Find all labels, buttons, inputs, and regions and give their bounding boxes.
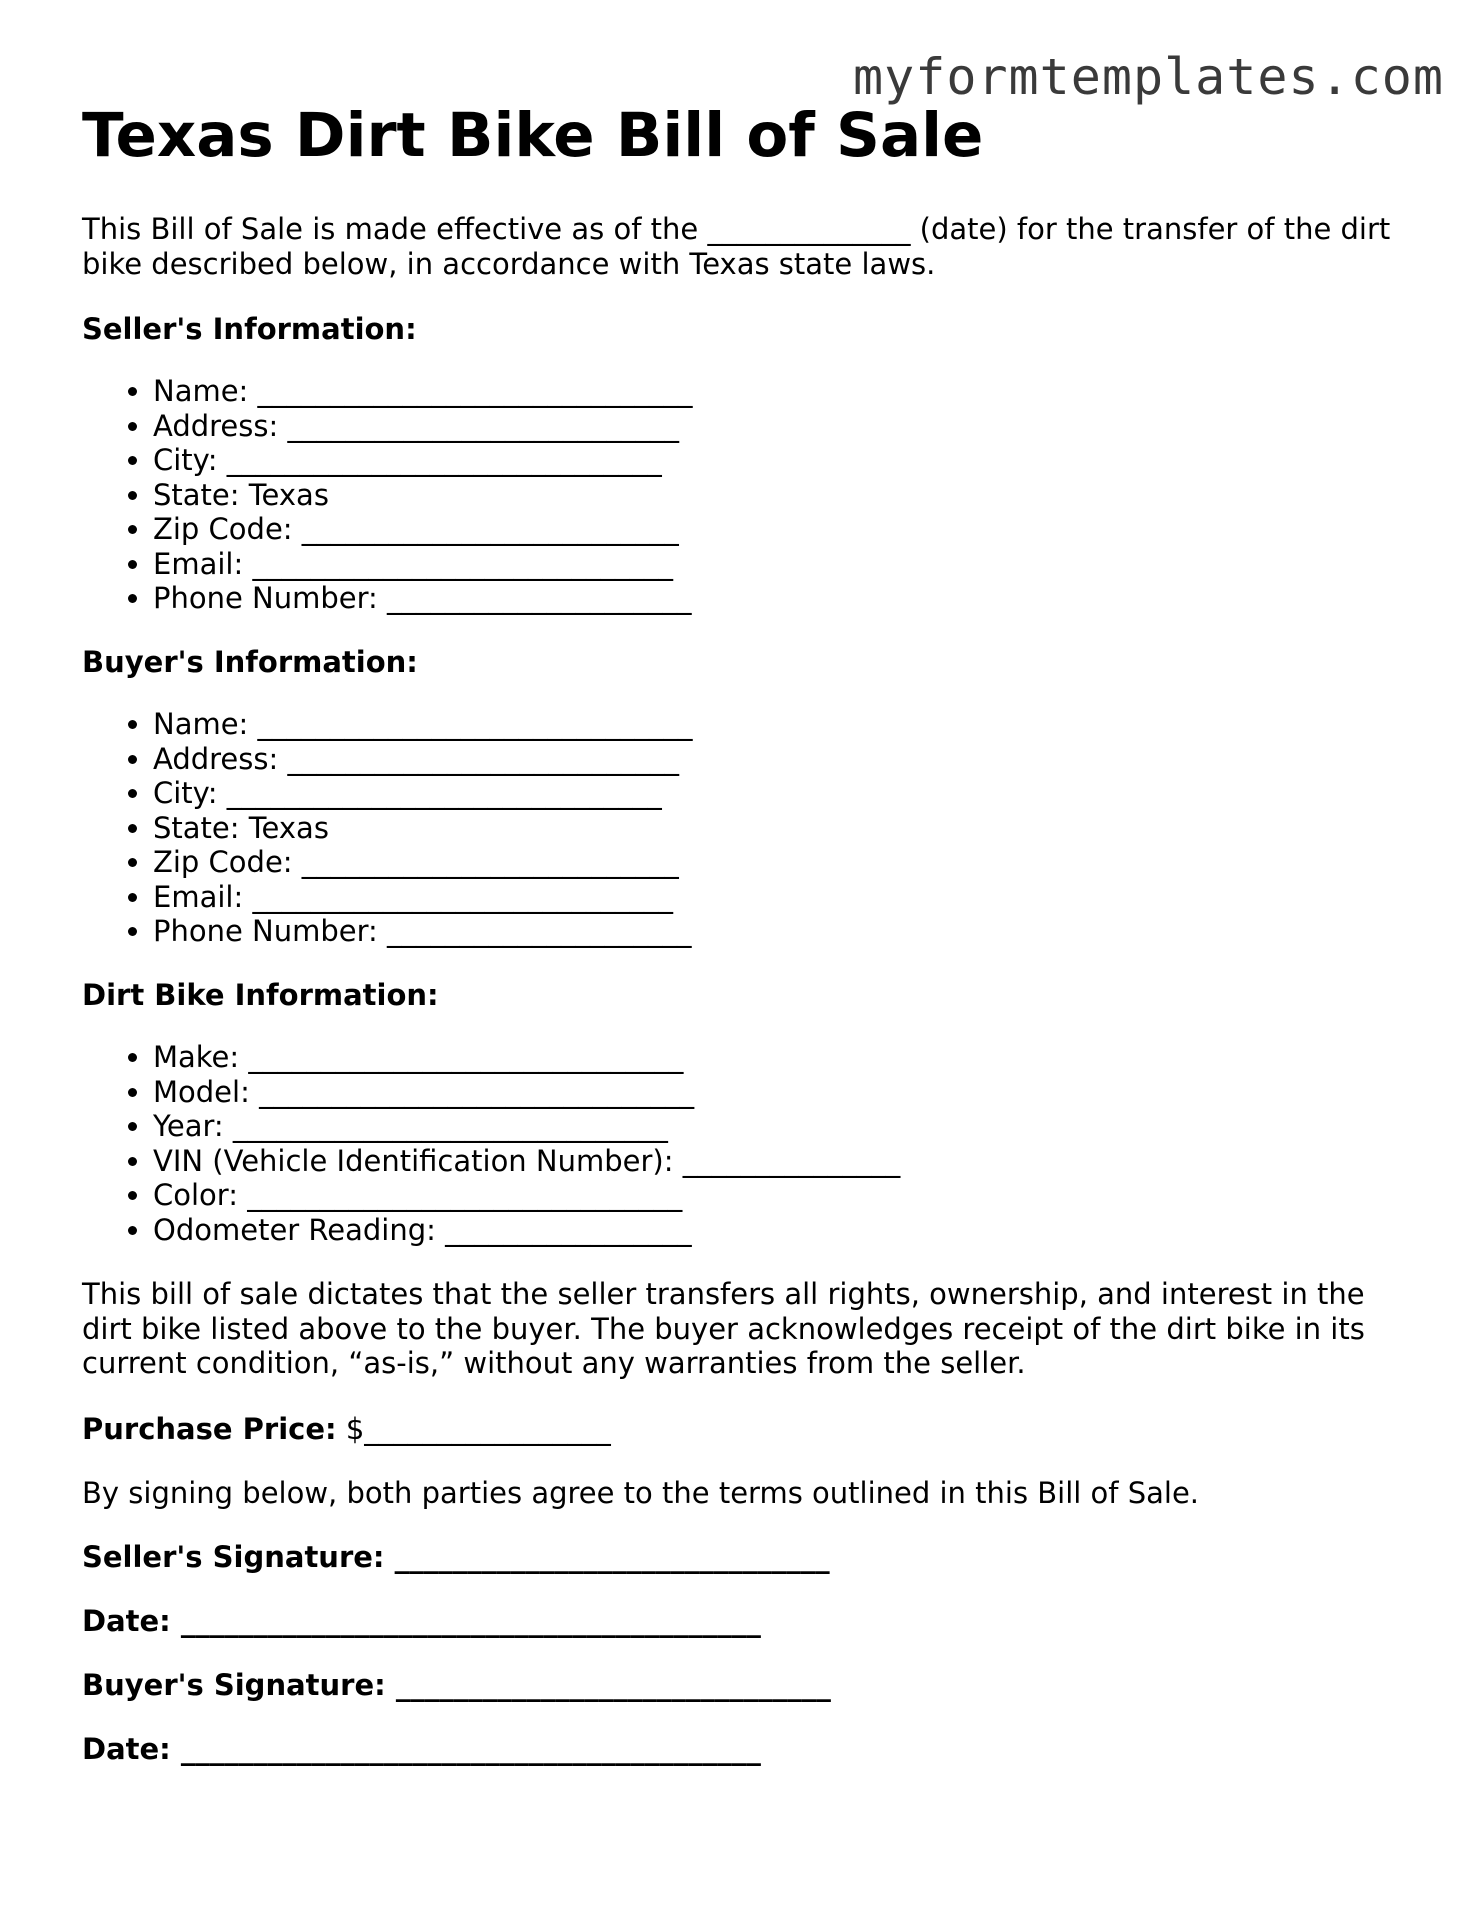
purchase-price-blank[interactable]: $_________________ — [345, 1412, 611, 1446]
buyer-signature-blank[interactable]: ______________________________ — [395, 1668, 831, 1702]
buyer-signature-label: Buyer's Signature: — [82, 1668, 386, 1702]
buyer-fields-list — [82, 707, 693, 949]
purchase-price-label: Purchase Price: — [82, 1412, 337, 1446]
seller-heading: Seller's Information: — [82, 312, 417, 346]
seller-phone-field[interactable]: • Phone Number: _____________________ — [153, 581, 693, 616]
agreement-paragraph: By signing below, both parties agree to the terms outlined in this Bill of Sale. — [82, 1476, 1200, 1510]
transfer-paragraph: This bill of sale dictates that the seller transfers all rights, ownership, and interest in the dirt bike listed above to the buyer. The buyer acknowledges receipt of the dirt bike in its current condition, “as-is,” without any warranties from the seller. — [82, 1277, 1365, 1380]
bike-heading: Dirt Bike Information: — [82, 978, 439, 1012]
seller-city-field[interactable]: • City: ______________________________ — [153, 443, 693, 478]
seller-signature-label: Seller's Signature: — [82, 1540, 385, 1574]
bike-year-field[interactable]: • Year: ______________________________ — [153, 1109, 900, 1144]
buyer-zip-field[interactable]: • Zip Code: __________________________ — [153, 845, 693, 880]
bike-make-field[interactable]: • Make: ______________________________ — [153, 1040, 900, 1075]
buyer-signature-field[interactable] — [82, 1668, 831, 1703]
purchase-price-field[interactable] — [82, 1412, 611, 1447]
buyer-heading: Buyer's Information: — [82, 645, 418, 679]
seller-date-field[interactable] — [82, 1604, 761, 1639]
bike-fields-list — [82, 1040, 900, 1247]
seller-date-label: Date: — [82, 1604, 171, 1638]
seller-signature-field[interactable] — [82, 1540, 830, 1575]
buyer-city-field[interactable]: • City: ______________________________ — [153, 776, 693, 811]
seller-fields-list — [82, 374, 693, 616]
buyer-state-field: • State: Texas — [153, 811, 693, 846]
page-title: Texas Dirt Bike Bill of Sale — [82, 100, 984, 171]
seller-zip-field[interactable]: • Zip Code: __________________________ — [153, 512, 693, 547]
buyer-phone-field[interactable]: • Phone Number: _____________________ — [153, 914, 693, 949]
intro-paragraph: This Bill of Sale is made effective as of the ______________ (date) for the transfer of the dirt bike described below, in accordance with Texas state laws. — [82, 212, 1391, 281]
buyer-email-field[interactable]: • Email: _____________________________ — [153, 880, 693, 915]
buyer-address-field[interactable]: • Address: ___________________________ — [153, 742, 693, 777]
seller-email-field[interactable]: • Email: _____________________________ — [153, 547, 693, 582]
watermark: myformtemplates.com — [853, 48, 1444, 106]
seller-address-field[interactable]: • Address: ___________________________ — [153, 409, 693, 444]
bike-vin-field[interactable]: • VIN (Vehicle Identification Number): _______________ — [153, 1144, 900, 1179]
seller-name-field[interactable]: • Name: ______________________________ — [153, 374, 693, 409]
seller-date-blank[interactable]: ________________________________________ — [180, 1604, 761, 1638]
buyer-date-label: Date: — [82, 1732, 171, 1766]
seller-signature-blank[interactable]: ______________________________ — [394, 1540, 830, 1574]
bike-odometer-field[interactable]: • Odometer Reading: _________________ — [153, 1213, 900, 1248]
buyer-date-blank[interactable]: ________________________________________ — [180, 1732, 761, 1766]
bike-color-field[interactable]: • Color: ______________________________ — [153, 1178, 900, 1213]
seller-state-field: • State: Texas — [153, 478, 693, 513]
bike-model-field[interactable]: • Model: ______________________________ — [153, 1075, 900, 1110]
buyer-name-field[interactable]: • Name: ______________________________ — [153, 707, 693, 742]
buyer-date-field[interactable] — [82, 1732, 761, 1767]
